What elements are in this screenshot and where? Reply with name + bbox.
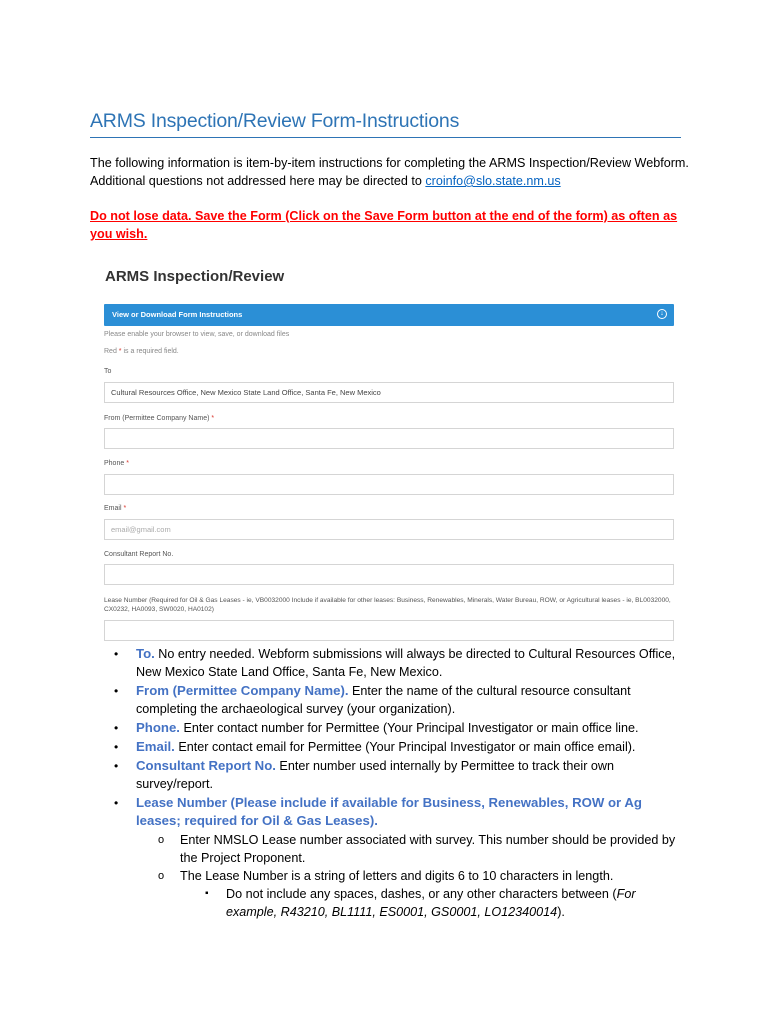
to-field: Cultural Resources Office, New Mexico State Land Office, Santa Fe, New Mexico: [104, 382, 674, 403]
sub-bullet: o: [158, 870, 165, 882]
email-label-text: Email: [104, 505, 122, 512]
intro-text: The following information is item-by-item instructions for completing the ARMS Inspection/Review Webform. Additional questions not addressed here may be directed to: [90, 156, 689, 188]
item-text: Enter contact number for Permittee (Your Principal Investigator or main office line.: [179, 721, 639, 735]
required-note-suffix: is a required field.: [121, 348, 179, 355]
browser-note: Please enable your browser to view, save, or download files: [104, 331, 290, 338]
contact-email-link[interactable]: croinfo@slo.state.nm.us: [425, 174, 561, 188]
phone-label-text: Phone: [104, 460, 125, 467]
from-label: [104, 415, 214, 422]
form-screenshot: [100, 262, 680, 642]
sub-list-item: [90, 867, 690, 885]
sub-item-text: Enter NMSLO Lease number associated with survey. This number should be provided by the Project Proponent.: [180, 833, 676, 865]
page-title: ARMS Inspection/Review Form-Instructions: [90, 110, 681, 138]
consultant-report-field: [104, 564, 674, 585]
sub-item-text: The Lease Number is a string of letters and digits 6 to 10 characters in length.: [180, 869, 614, 883]
email-field: email@gmail.com: [104, 519, 674, 540]
list-item: [90, 645, 690, 681]
intro-paragraph: [90, 154, 690, 190]
subsub-end: ).: [557, 905, 565, 919]
subsub-text: Do not include any spaces, dashes, or any other characters between (: [226, 887, 617, 901]
item-heading: Phone.: [136, 720, 180, 735]
bullet: •: [114, 647, 119, 661]
lease-example: For example, R43210, BL1111, ES0001, GS0001, LO12340014: [226, 887, 636, 919]
bullet: •: [114, 759, 119, 773]
phone-required-star: *: [126, 460, 129, 467]
instruction-list: [90, 645, 690, 921]
from-required-star: *: [211, 415, 215, 422]
download-circle-icon: ↓: [657, 309, 667, 319]
list-item: [90, 757, 690, 793]
save-warning: Do not lose data. Save the Form (Click on the Save Form button at the end of the form) as often as you wish.: [90, 209, 678, 241]
subsub-list-item: [90, 885, 690, 921]
phone-label: [104, 460, 129, 467]
form-instructions-bar: [104, 304, 674, 326]
to-label: To: [104, 368, 112, 375]
item-heading: To.: [136, 646, 155, 661]
form-instructions-label: View or Download Form Instructions: [112, 310, 243, 319]
item-text: Enter number used internally by Permittee to track their own survey/report.: [136, 759, 615, 791]
item-text: No entry needed. Webform submissions will always be directed to Cultural Resources Office, New Mexico State Land Office, Santa Fe, New Mexico.: [136, 647, 676, 679]
square-bullet: ▪: [205, 888, 209, 899]
list-item: [90, 682, 690, 718]
from-field: [104, 428, 674, 449]
bullet: •: [114, 796, 119, 810]
item-text: Enter the name of the cultural resource consultant completing the archaeological survey (your organization).: [136, 684, 631, 716]
list-item: [90, 738, 690, 756]
list-item: [90, 719, 690, 737]
bullet: •: [114, 740, 119, 754]
form-title: ARMS Inspection/Review: [105, 268, 285, 285]
sub-bullet: o: [158, 834, 165, 846]
lease-number-field: [104, 620, 674, 641]
item-heading: Lease Number (Please include if available for Business, Renewables, ROW or Ag leases; required for Oil & Gas Leases).: [136, 795, 642, 828]
bullet: •: [114, 684, 119, 698]
email-label: [104, 505, 126, 512]
item-heading: Consultant Report No.: [136, 758, 276, 773]
bullet: •: [114, 721, 119, 735]
from-label-text: From (Permittee Company Name): [104, 415, 210, 422]
email-required-star: *: [123, 505, 127, 512]
item-heading: From (Permittee Company Name).: [136, 683, 349, 698]
item-text: Enter contact email for Permittee (Your Principal Investigator or main office email).: [174, 740, 636, 754]
consultant-report-label: Consultant Report No.: [104, 551, 174, 558]
sub-list-item: [90, 831, 690, 867]
required-star: *: [118, 348, 122, 355]
required-note: [104, 348, 179, 355]
lease-number-label: Lease Number (Required for Oil & Gas Leases - ie, VB0032000 Include if available for other leases: Business, Renewables, Minerals, Water Bureau, ROW, or Agricultural leases - ie, BL0032000, CX0232, HA0093, SW0020, HA0102): [104, 597, 671, 613]
required-note-prefix: Red: [104, 348, 119, 355]
list-item: [90, 794, 690, 830]
item-heading: Email.: [136, 739, 175, 754]
phone-field: [104, 474, 674, 495]
